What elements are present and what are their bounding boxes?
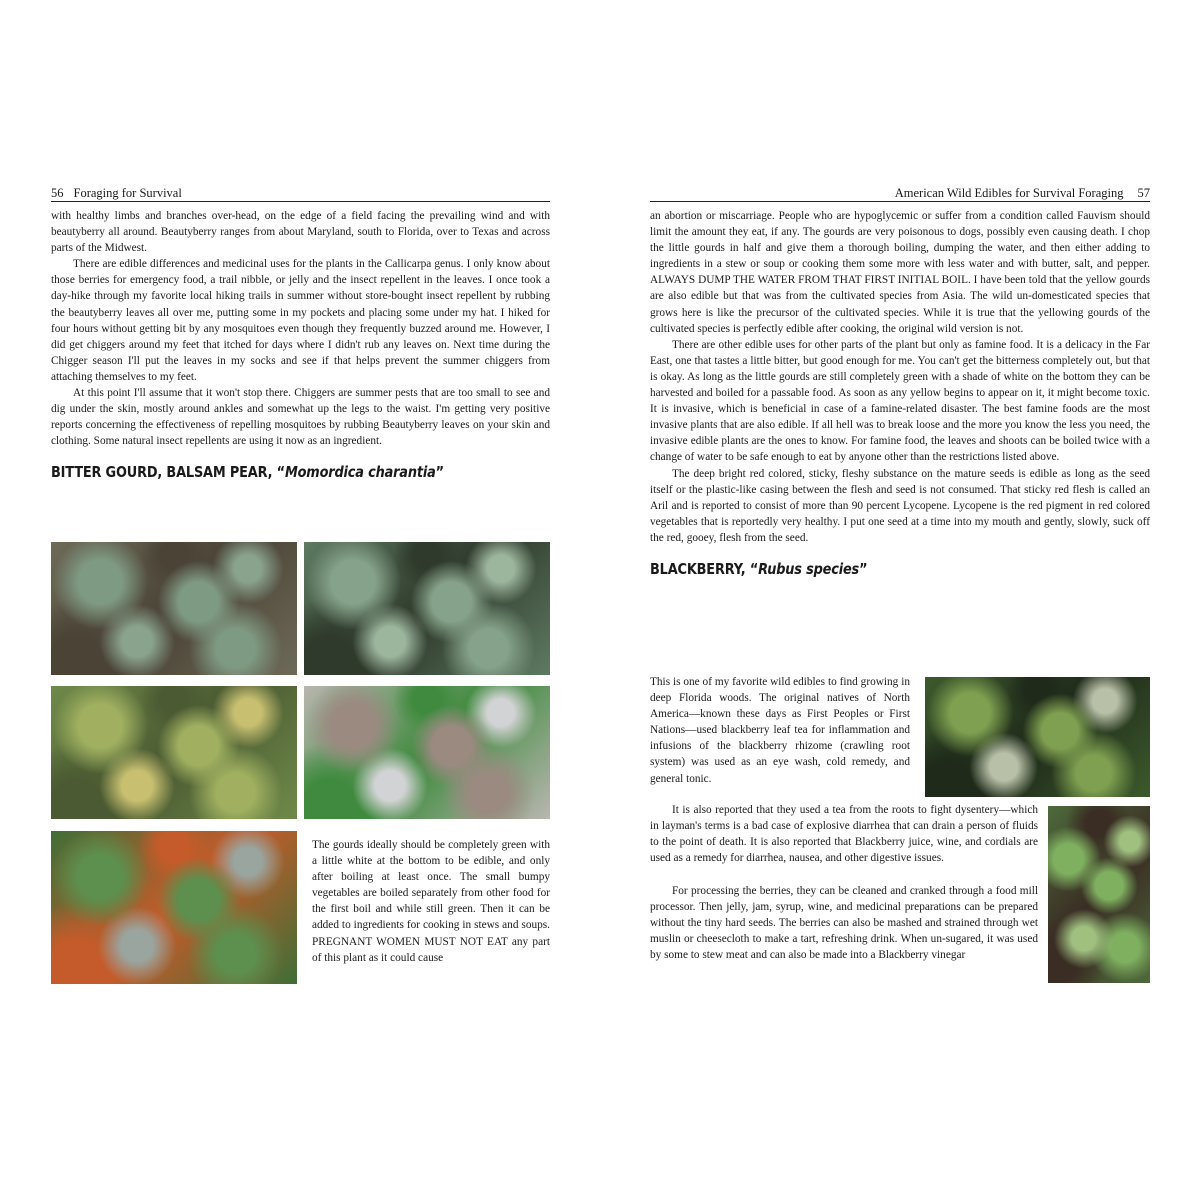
left-body-text (51, 208, 550, 449)
heading-quote-close: ” (859, 559, 868, 578)
photo-hand-holding-gourds (304, 686, 550, 819)
bitter-gourd-side-text: The gourds ideally should be completely green with a little white at the bottom to be edible, and only after boiling at least once. The small bumpy vegetables are boiled separately from other food for the first boil and while still green. Then it can be added to ingredients for cooking in stews and soups. PREGNANT WOMEN MUST NOT EAT any part of this plant as it could cause (312, 839, 550, 964)
right-body-text (650, 208, 1150, 546)
paragraph: with healthy limbs and branches over-head, on the edge of a field facing the prevailing wind and with beautyberry all around. Beautyberry ranges from about Maryland, south to Florida, over to Texas and across parts of the Midwest. (51, 210, 550, 255)
running-head-left (51, 186, 550, 202)
paragraph: There are other edible uses for other parts of the plant but only as famine food. It is a delicacy in the Far East, one that tastes a little bitter, but good enough for me. You can't get the bitterness completely out, but that is okay. As long as the little gourds are still completely green with a shade of white on the bottom they can be harvested and boiled for a passable food. As soon as any yellow begins to appear on it, it might become toxic. It is invasive, which is beneficial in case of a famine-related disaster. The best famine foods are the most invasive plants that are also edible. If all hell was to break loose and the more you know the less you need, the invasive edible plants are the ones to know. For famine food, the leaves and shoots can be boiled twice with a change of water to be safe enough to eat by anyone other than the restrictions listed above. (650, 338, 1150, 464)
paragraph: The deep bright red colored, sticky, fleshy substance on the mature seeds is edible as long as the seed itself or the plastic-like casing between the flesh and seed is not consumed. That sticky red flesh is called an Aril and is reported to consist of more than 90 percent Lycopene. Lycopene is the red pigment in red colored vegetables that is reportedly very healthy. I put one seed at a time into my mouth and gently, slowly, suck off the red, gooey, flesh from the seed. (650, 467, 1150, 544)
photo-bitter-gourd-vine-cover (304, 542, 550, 675)
heading-scientific-name: Momordica charantia (284, 463, 436, 482)
heading-common-name: BLACKBERRY, “ (650, 559, 759, 578)
paragraph: At this point I'll assume that it won't stop there. Chiggers are summer pests that are too small to see and dig under the skin, mostly around ankles and somewhat up the legs to the waist. I'm getting very positive reports concerning the effectiveness of repelling mosquitoes by rubbing Beautyberry leaves on your skin and clothing. Some natural insect repellents are using it now as an ingredient. (51, 387, 550, 448)
running-head-right (650, 186, 1150, 202)
paragraph: It is also reported that they used a tea from the roots to fight dysentery—which in layman's terms is a bad case of explosive diarrhea that can drain a person of fluids to the point of death. It is also reported that Blackberry juice, wine, and cordials are used as a remedy for diarrhea, nausea, and other digestive issues. (650, 804, 1038, 865)
left-page (51, 186, 550, 487)
photo-gourd-plant-with-fruit (51, 831, 297, 984)
paragraph: an abortion or miscarriage. People who are hypoglycemic or suffer from a condition called Fauvism should limit the amount they eat, if any. The gourds are very poisonous to dogs, possibly even causing death. I chop the little gourds in half and give them a thorough boiling, dumping the water, and then either adding to ingredients in a stew or soup or cooking them some more with less water and with butter, salt, and pepper. ALWAYS DUMP THE WATER FROM THAT FIRST INITIAL BOIL. I have been told that the yellow gourds are also edible but that was from the cultivated species from Asia. The wild un-domesticated species that grows here is like the precursor of the cultivated species. While it is true that the yellowing gourds of the cultivated species is perfectly edible after cooking, the original wild version is not. (650, 210, 1150, 335)
blackberry-intro-text: This is one of my favorite wild edibles to find growing in deep Florida woods. The original natives of North America—known these days as First Peoples or First Nations—used blackberry leaf tea for inflammation and infusions of the blackberry rhizome (crawling root system) was used as an eye wash, cold remedy, and general tonic. (650, 676, 910, 785)
chapter-title: American Wild Edibles for Survival Foraging (894, 186, 1124, 200)
paragraph: There are edible differences and medicinal uses for the plants in the Callicarpa genus. I only know about those berries for emergency food, a trail nibble, or jelly and the insect repellent in the leaves. I once took a day-hike through my favorite local hiking trails in summer without store-bought insect repellent by rubbing the beautyberry leaves all over me, putting some in my pockets and placing some under my hat. I hiked for four hours without getting bit by any mosquitoes even though they frequently buzzed around me. However, I did get chiggers around my feet that itched for days where I didn't rub any leaves on. Next time during the Chigger season I'll put the leaves in my socks and see if that helps prevent the summer chiggers from attaching themselves to my feet. (51, 258, 550, 383)
heading-quote-close: ” (435, 463, 444, 482)
heading-scientific-name: Rubus species (758, 559, 860, 578)
photo-bitter-gourd-leaves-on-ground (51, 542, 297, 675)
paragraph: For processing the berries, they can be cleaned and cranked through a food mill processor. Then jelly, jam, syrup, wine, and medicinal preparations can be prepared without the tiny hard seeds. The berries can also be mashed and strained through wet muslin or cheesecloth to make a tart, refreshing drink. When un-sugared, it was used by some to stew meat and can also be made into a Blackberry vinegar (650, 885, 1038, 962)
heading-common-name: BITTER GOURD, BALSAM PEAR, “ (51, 463, 285, 482)
section-heading-blackberry (650, 560, 1080, 578)
page-number-right: 57 (1137, 186, 1150, 200)
photo-bitter-gourd-vine-yellow-leaves (51, 686, 297, 819)
book-title: Foraging for Survival (73, 186, 182, 200)
photo-blackberry-plant-ground (1048, 806, 1150, 983)
page-number-left: 56 (51, 186, 64, 200)
photo-blackberry-leaves-closeup (925, 677, 1150, 797)
section-heading-bitter-gourd (51, 463, 480, 481)
right-page (650, 186, 1150, 584)
